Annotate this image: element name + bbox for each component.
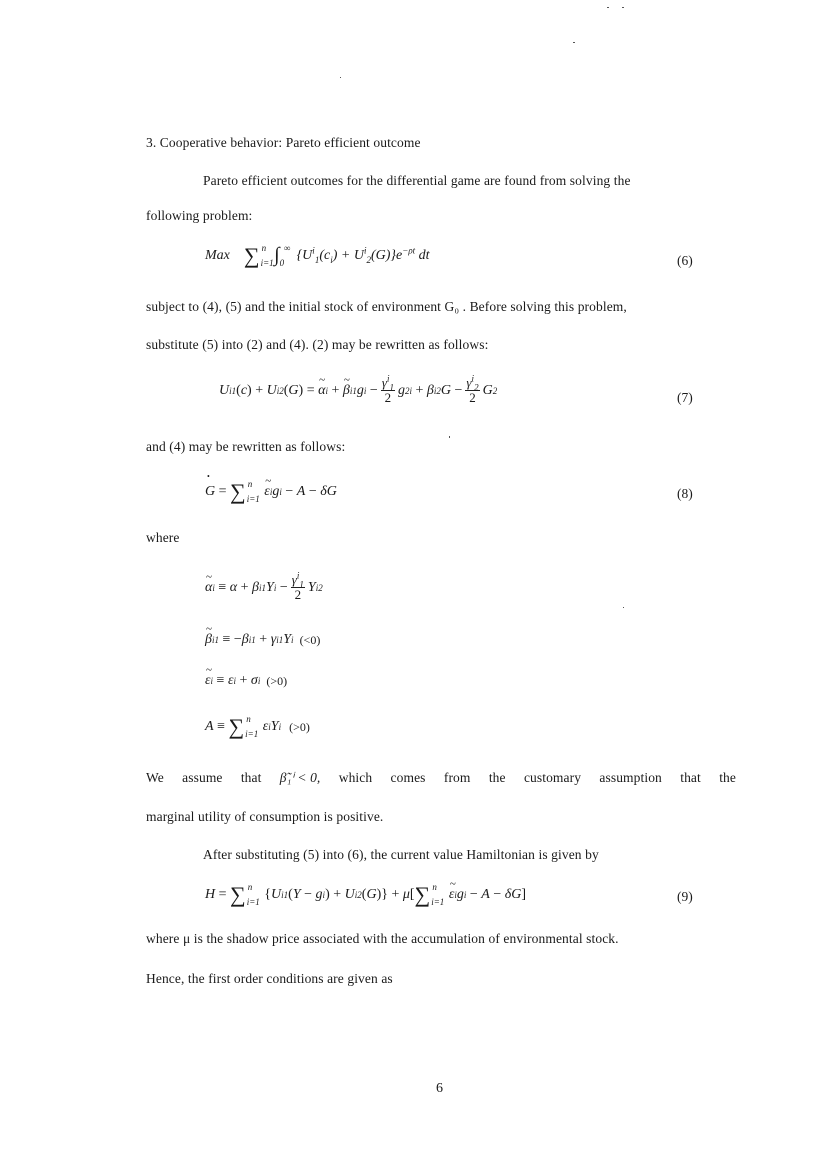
word: which [338,770,373,785]
paragraph-line: substitute (5) into (2) and (4). (2) may be rewritten as follows: [146,337,489,352]
equation-8: • G = ∑ i=1 n ~ ε i g i − A − δG [205,481,337,503]
paragraph-line: where μ is the shadow price associated with the accumulation of environmental stock. [146,931,619,946]
word: the [719,770,736,785]
scan-speck [607,7,609,8]
paragraph-line: After substituting (5) into (6), the current value Hamiltonian is given by [203,847,599,862]
paragraph-line: marginal utility of consumption is positive. [146,809,384,824]
page-number: 6 [436,1081,443,1096]
definition-beta: ~ β i 1 ≡ − β i 1 + γ i 1 Y i (<0) [205,632,320,648]
paragraph-line: Pareto efficient outcomes for the differential game are found from solving the [203,173,631,188]
paragraph-line: subject to (4), (5) and the initial stock of environment G₀ . Before solving this problem, [146,299,627,314]
paragraph-line-justified [146,771,736,785]
definition-A: A ≡ ∑ i=1 n ε i Y i (>0) [205,714,310,739]
section-heading: 3. Cooperative behavior: Pareto efficient outcome [146,135,421,150]
equation-7: U i 1 ( c ) + U i 2 ( G ) = ~ α i + ~ β i 1 g i − $\frac{\gamma^i_1}{2}$ g 2 i + β i 2 G − $\frac{\gamma^i_2}{2}$ G 2 [219,376,497,406]
scan-speck [622,7,624,8]
word: assume [182,770,223,785]
equation-9: H = ∑ i=1 n { U i 1 ( Y − g i ) + U i 2 ( G )} + μ [ ∑ i=1 n ~ ε i g i − A − δG ] [205,884,526,906]
definition-epsilon: ~ ε i ≡ ε i + σ i (>0) [205,673,287,689]
equation-number: (8) [677,486,693,501]
word: from [443,770,471,785]
definition-note: (>0) [289,719,310,734]
word: that [240,770,262,785]
paragraph-line: and (4) may be rewritten as follows: [146,439,346,454]
scan-speck [449,436,450,438]
word: We [146,770,164,785]
scan-speck [340,77,341,78]
max-operator: Max [205,247,230,263]
word: customary [523,770,582,785]
where-label: where [146,530,180,545]
word: that [680,770,701,785]
word: assumption [599,770,662,785]
definition-note: (<0) [299,632,321,647]
equation-number: (6) [677,253,693,268]
paragraph-line: Hence, the first order conditions are given as [146,971,393,986]
equation-number: (9) [677,889,693,904]
paragraph-line: following problem: [146,208,253,223]
word: the [488,770,506,785]
inline-math: β̃₁ⁱ < 0, [279,770,321,785]
scan-speck [623,607,624,608]
equation-6: Max ∑ i=1 n ∫ 0 ∞ $\{U^i_1(c_i) + U^i_2(G)\}e^{-\rho t}$ dt [205,242,430,268]
scan-speck [573,42,575,43]
definition-note: (>0) [266,673,288,688]
word: comes [390,770,426,785]
definition-alpha: ~ α i ≡ α + β i 1 Y i − $\frac{\gamma^i_1}{2}$ Y i 2 [205,573,323,603]
equation-number: (7) [677,390,693,405]
